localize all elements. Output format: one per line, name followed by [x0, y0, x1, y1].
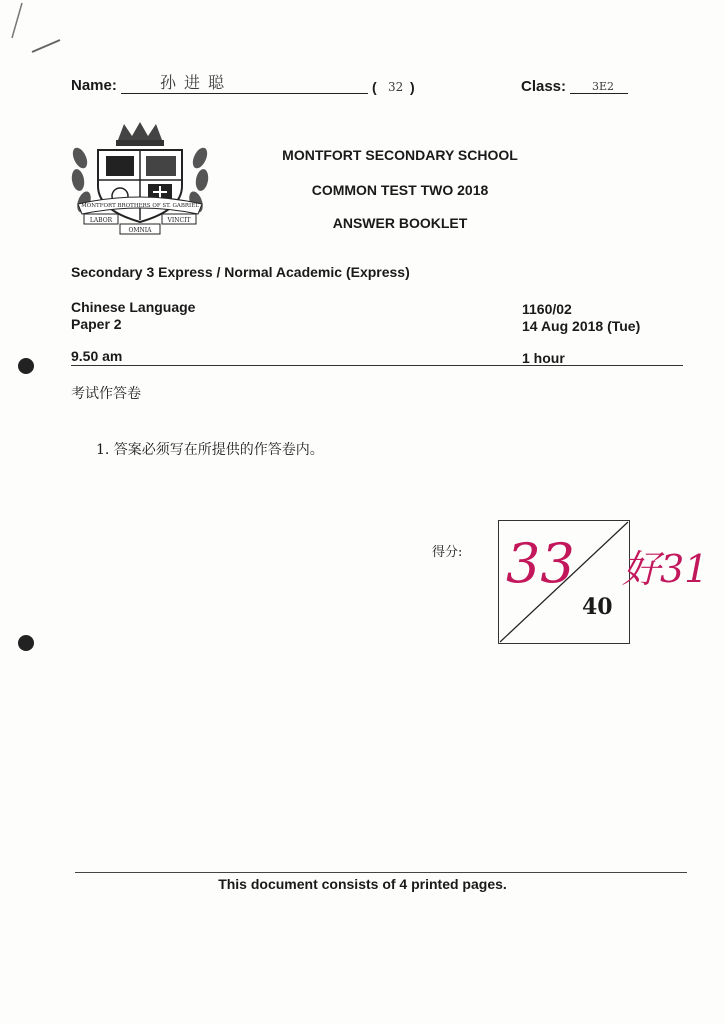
footer-text: This document consists of 4 printed pages.: [218, 876, 507, 892]
exam-code: 1160/02: [522, 301, 572, 317]
exam-duration: 1 hour: [522, 350, 565, 366]
school-crest-icon: [70, 118, 210, 236]
punch-hole: [18, 635, 34, 651]
header-divider: [71, 365, 683, 366]
exam-time: 9.50 am: [71, 348, 123, 364]
crest-motto-bottom: OMNIA: [128, 227, 152, 234]
index-open-paren: (: [372, 79, 377, 95]
exam-paper: Paper 2: [71, 316, 122, 332]
score-obtained: 33: [506, 532, 575, 595]
test-name: COMMON TEST TWO 2018: [311, 182, 489, 198]
name-line: [121, 93, 368, 94]
exam-date: 14 Aug 2018 (Tue): [522, 318, 641, 334]
crest-motto-left: LABOR: [89, 217, 113, 224]
crest-motto-right: VINCIT: [167, 217, 191, 224]
instruction-1: 1. 答案必须写在所提供的作答卷内。: [96, 442, 324, 458]
corner-pencil-marks: [0, 0, 80, 60]
index-close-paren: ): [410, 79, 415, 95]
booklet-name: ANSWER BOOKLET: [332, 215, 468, 231]
index-number-value: 32: [388, 80, 404, 94]
class-line: [570, 93, 628, 94]
exam-level: Secondary 3 Express / Normal Academic (Express): [71, 264, 410, 280]
school-name: MONTFORT SECONDARY SCHOOL: [282, 147, 518, 163]
class-value: 3E2: [592, 80, 615, 93]
score-handwritten: [500, 520, 710, 600]
booklet-type: 考试作答卷: [71, 386, 141, 402]
score-label: 得分:: [432, 545, 463, 560]
footer-divider: [75, 872, 687, 873]
punch-hole: [18, 358, 34, 374]
score-note: 好31: [622, 547, 709, 591]
name-label: Name:: [71, 77, 117, 94]
score-total: 40: [582, 594, 613, 620]
class-label: Class:: [521, 78, 567, 95]
crest-banner-text: MONTFORT BROTHERS OF ST. GABRIEL: [81, 203, 199, 209]
exam-subject: Chinese Language: [71, 299, 196, 315]
name-value: 孙进聪: [160, 73, 233, 92]
